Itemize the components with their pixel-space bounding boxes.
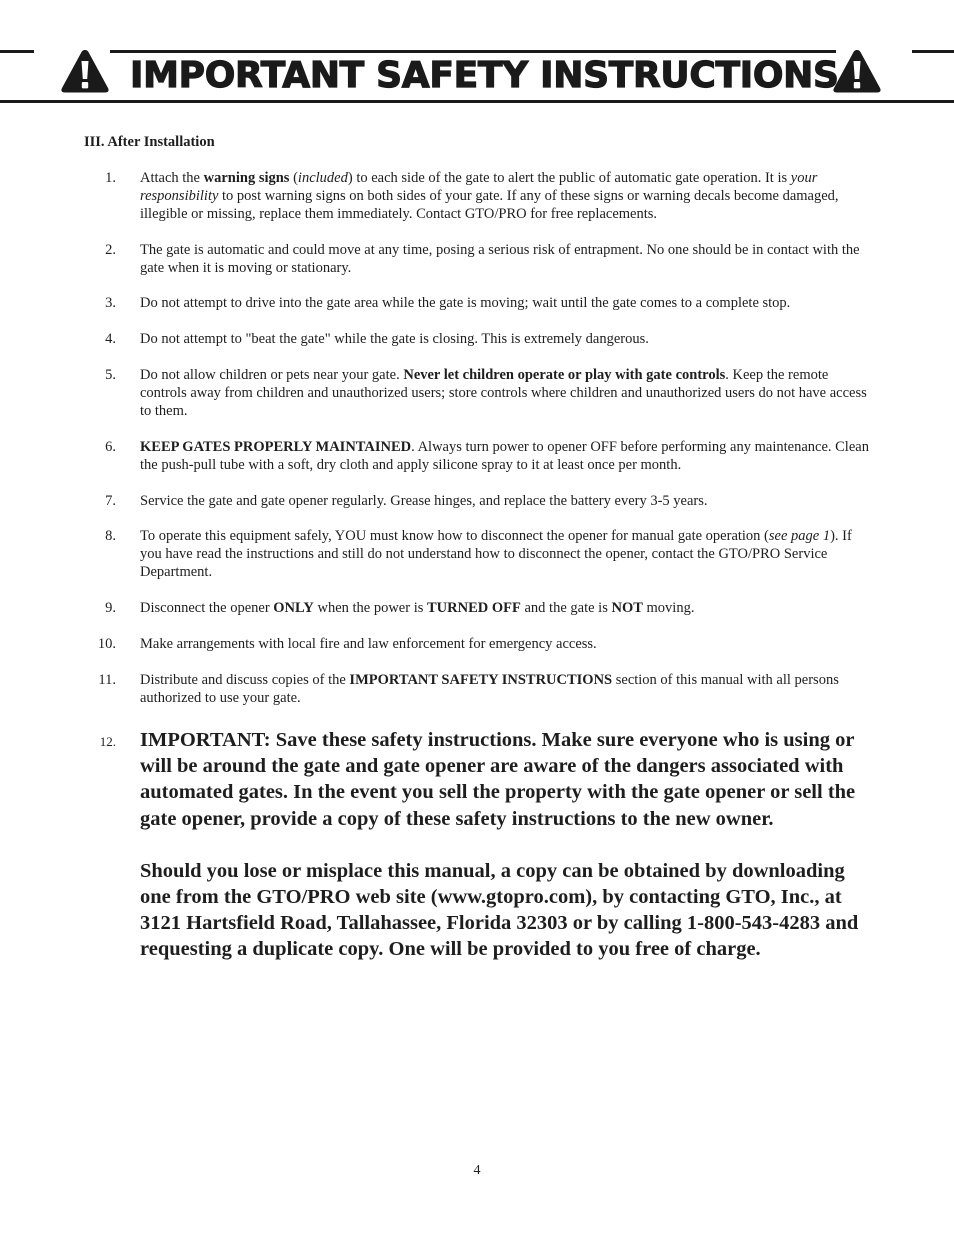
text-run: Distribute and discuss copies of the — [140, 672, 350, 688]
important-save-instructions-paragraph: IMPORTANT: Save these safety instructions. Make sure everyone who is using or will be around the gate and gate opener are aware of the dangers associated with automated gates. In the event you sell the property with the gate opener or sell the gate opener, provide a copy of these safety instructions to the new owner. — [140, 729, 856, 830]
text-run: Do not attempt to "beat the gate" while the gate is closing. This is extremely dangerous. — [140, 331, 649, 347]
list-item-number: 7. — [105, 493, 116, 509]
list-item-number: 12. — [99, 734, 116, 749]
header-rule-bottom — [0, 100, 954, 103]
emphasis-bold: warning signs — [203, 170, 290, 186]
text-run: and the gate is — [520, 600, 612, 616]
emphasis-bold: Never let children operate or play with gate controls — [403, 367, 726, 383]
text-run: Attach the — [140, 170, 204, 186]
list-item-number: 4. — [105, 331, 116, 347]
text-run: . Always turn power to opener OFF before performing any maintenance. Clean the push-pull tube with a soft, dry cloth and apply silicone spray to it at least once per month. — [140, 439, 869, 473]
text-run: to post warning signs on both sides of your gate. If any of these signs or warning decals become damaged, illegible or missing, replace them immediately. Contact GTO/PRO for free replacements. — [140, 188, 839, 222]
emphasis-bold: KEEP GATES PROPERLY MAINTAINED — [140, 439, 412, 455]
text-run: Disconnect the opener — [140, 600, 274, 616]
list-item-number: 10. — [97, 636, 116, 652]
warning-exclamation-icon — [832, 48, 882, 94]
emphasis-bold: NOT — [611, 600, 643, 616]
emphasis-bold: TURNED OFF — [427, 600, 521, 616]
text-run: moving. — [642, 600, 695, 616]
list-item-number: 2. — [105, 242, 116, 258]
list-item-number: 6. — [105, 439, 116, 455]
list-item-text — [140, 671, 872, 707]
text-run: ( — [289, 170, 298, 186]
text-run: when the power is — [313, 600, 427, 616]
list-item-number: 8. — [105, 528, 116, 544]
emphasis-italic: your responsibility — [140, 170, 818, 204]
list-item-number: 9. — [105, 600, 116, 616]
list-item-number: 1. — [105, 170, 116, 186]
text-run: Do not attempt to drive into the gate area while the gate is moving; wait until the gate comes to a complete stop. — [140, 295, 791, 311]
list-item-text — [140, 438, 872, 474]
text-run: Make arrangements with local fire and law enforcement for emergency access. — [140, 636, 597, 652]
list-item-text — [140, 527, 872, 581]
list-item-number: 11. — [98, 672, 116, 688]
text-run: Service the gate and gate opener regularly. Grease hinges, and replace the battery every 3-5 years. — [140, 493, 708, 509]
text-run: The gate is automatic and could move at any time, posing a serious risk of entrapment. No one should be in contact with the gate when it is moving or stationary. — [140, 242, 860, 276]
emphasis-italic: included — [297, 170, 348, 186]
list-item-text — [140, 169, 872, 223]
text-run: section of this manual with all persons authorized to use your gate. — [140, 672, 839, 706]
list-item-text — [140, 492, 872, 510]
header-rule-left — [0, 50, 34, 53]
text-run: ). If you have read the instructions and still do not understand how to disconnect the opener, contact the GTO/PRO Service Department. — [140, 528, 852, 580]
page-number: 4 — [473, 1163, 481, 1178]
page-title: IMPORTANT SAFETY INSTRUCTIONS — [130, 55, 839, 96]
warning-exclamation-icon — [60, 48, 110, 94]
header-rule-right — [912, 50, 954, 53]
list-item-text — [140, 599, 872, 617]
list-item-text — [140, 294, 872, 312]
list-item-text — [140, 366, 872, 420]
text-run: Do not allow children or pets near your gate. — [140, 367, 404, 383]
emphasis-italic: see page 1 — [768, 528, 831, 544]
text-run: . Keep the remote controls away from children and unauthorized users; store controls where children and unauthorized users do not have access to them. — [140, 367, 867, 419]
section-heading: III. After Installation — [84, 134, 215, 150]
list-item-text — [140, 330, 872, 348]
list-item-text — [140, 241, 872, 277]
emphasis-bold: IMPORTANT SAFETY INSTRUCTIONS — [349, 672, 613, 688]
important-notice — [140, 727, 872, 963]
emphasis-bold: ONLY — [273, 600, 314, 616]
list-item-text — [140, 635, 872, 653]
list-item-number: 5. — [105, 367, 116, 383]
text-run: To operate this equipment safely, YOU must know how to disconnect the opener for manual gate operation ( — [140, 528, 769, 544]
text-run: ) to each side of the gate to alert the public of automatic gate operation. It is — [347, 170, 791, 186]
manual-replacement-paragraph: Should you lose or misplace this manual, a copy can be obtained by downloading one from the GTO/PRO web site (www.gtopro.com), by contacting GTO, Inc., at 3121 Hartsfield Road, Tallahassee, Florida 32303 or by calling 1-800-543-4283 and requesting a duplicate copy. One will be provided to you free of charge. — [140, 859, 859, 961]
list-item-number: 3. — [105, 295, 116, 311]
